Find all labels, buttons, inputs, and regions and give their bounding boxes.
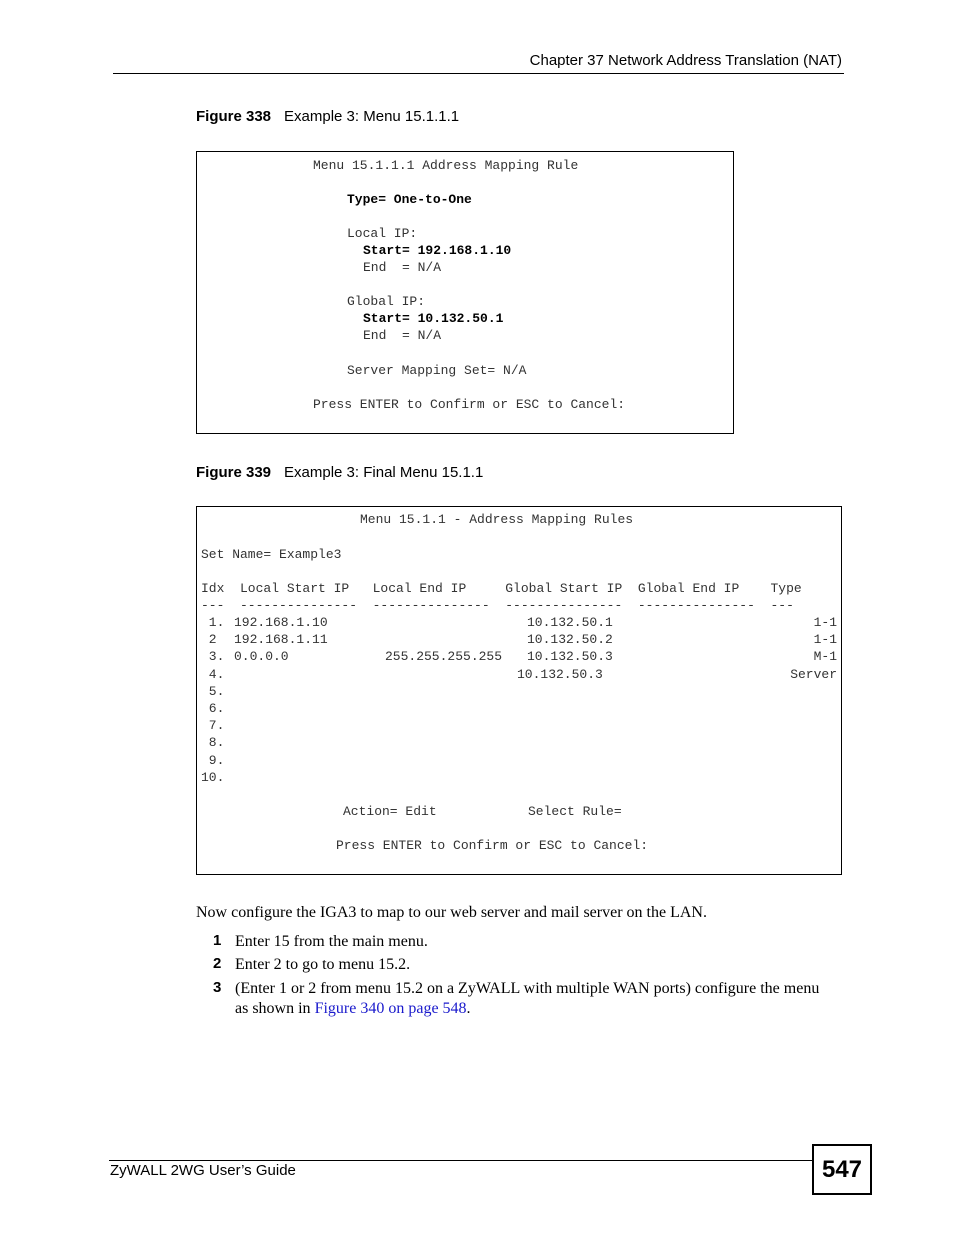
cell-idx: 4. bbox=[201, 666, 225, 682]
cell-global-start: 10.132.50.1 bbox=[527, 615, 613, 630]
cell-idx: 2 bbox=[201, 632, 217, 648]
step-text: Enter 15 from the main menu. bbox=[235, 933, 428, 950]
set-name-field: Set Name= Example3 bbox=[201, 547, 342, 562]
cell-idx: 1. bbox=[201, 615, 225, 630]
server-mapping-field: Server Mapping Set= N/A bbox=[347, 363, 527, 378]
global-end-field: End = N/A bbox=[363, 328, 442, 343]
cell-idx: 5. bbox=[201, 683, 225, 699]
local-start-field: Start= 192.168.1.10 bbox=[363, 243, 512, 258]
cell-type: Server bbox=[790, 666, 837, 682]
global-ip-label: Global IP: bbox=[347, 294, 426, 309]
step-text: Enter 2 to go to menu 15.2. bbox=[235, 956, 411, 973]
figure-338-caption bbox=[196, 108, 459, 125]
header-rule bbox=[113, 73, 844, 74]
figure-338-label: Figure 338 bbox=[196, 108, 272, 125]
step-text-before: (Enter 1 or 2 from menu 15.2 on a ZyWALL with multiple WAN ports) configure the menu as shown in bbox=[235, 980, 820, 1017]
cell-local-start: 0.0.0.0 bbox=[234, 649, 289, 665]
intro-paragraph: Now configure the IGA3 to map to our web server and mail server on the LAN. bbox=[196, 904, 707, 921]
cell-idx: 6. bbox=[201, 701, 225, 716]
confirm-prompt: Press ENTER to Confirm or ESC to Cancel: bbox=[313, 397, 626, 412]
select-rule-field: Select Rule= bbox=[528, 804, 622, 819]
type-field: Type= One-to-One bbox=[347, 192, 472, 207]
cell-type: 1-1 bbox=[813, 632, 837, 648]
step-number: 2 bbox=[213, 955, 222, 972]
cell-type: M-1 bbox=[813, 649, 837, 665]
figure-340-link[interactable]: Figure 340 on page 548 bbox=[314, 1000, 467, 1017]
figure-339-caption bbox=[196, 464, 483, 481]
cell-idx: 9. bbox=[201, 752, 225, 768]
step-number: 1 bbox=[213, 932, 222, 949]
cell-idx: 3. bbox=[201, 649, 225, 665]
table-divider: --- --------------- --------------- --------------- --------------- --- bbox=[201, 598, 794, 613]
table-header: Idx Local Start IP Local End IP Global Start IP Global End IP Type bbox=[201, 581, 802, 596]
menu-title: Menu 15.1.1.1 Address Mapping Rule bbox=[313, 158, 579, 173]
cell-global-start: 10.132.50.2 bbox=[527, 632, 613, 648]
action-field: Action= Edit bbox=[343, 804, 437, 819]
cell-type: 1-1 bbox=[813, 615, 837, 630]
step-text bbox=[235, 979, 835, 1019]
chapter-header: Chapter 37 Network Address Translation (NAT) bbox=[529, 52, 842, 69]
local-end-field: End = N/A bbox=[363, 260, 442, 275]
cell-local-start: 192.168.1.10 bbox=[234, 615, 328, 630]
menu-title: Menu 15.1.1 - Address Mapping Rules bbox=[360, 512, 634, 527]
figure-339-screen bbox=[196, 506, 842, 875]
cell-local-start: 192.168.1.11 bbox=[234, 632, 328, 648]
cell-idx: 8. bbox=[201, 735, 225, 751]
figure-338-title: Example 3: Menu 15.1.1.1 bbox=[284, 108, 460, 125]
step-number: 3 bbox=[213, 979, 222, 996]
cell-global-start: 10.132.50.3 bbox=[527, 649, 613, 665]
confirm-prompt: Press ENTER to Confirm or ESC to Cancel: bbox=[336, 838, 649, 853]
global-start-field: Start= 10.132.50.1 bbox=[363, 311, 504, 326]
step-text-after: . bbox=[466, 1000, 471, 1017]
local-ip-label: Local IP: bbox=[347, 226, 418, 241]
cell-idx: 7. bbox=[201, 718, 225, 734]
cell-idx: 10. bbox=[201, 769, 225, 785]
figure-339-label: Figure 339 bbox=[196, 464, 272, 481]
guide-title: ZyWALL 2WG User’s Guide bbox=[110, 1162, 296, 1179]
footer-rule bbox=[109, 1160, 812, 1161]
cell-global-start: 10.132.50.3 bbox=[517, 666, 603, 682]
figure-339-title: Example 3: Final Menu 15.1.1 bbox=[284, 464, 484, 481]
cell-local-end: 255.255.255.255 bbox=[385, 649, 503, 665]
figure-338-screen bbox=[196, 151, 734, 434]
page-number: 547 bbox=[812, 1144, 872, 1195]
